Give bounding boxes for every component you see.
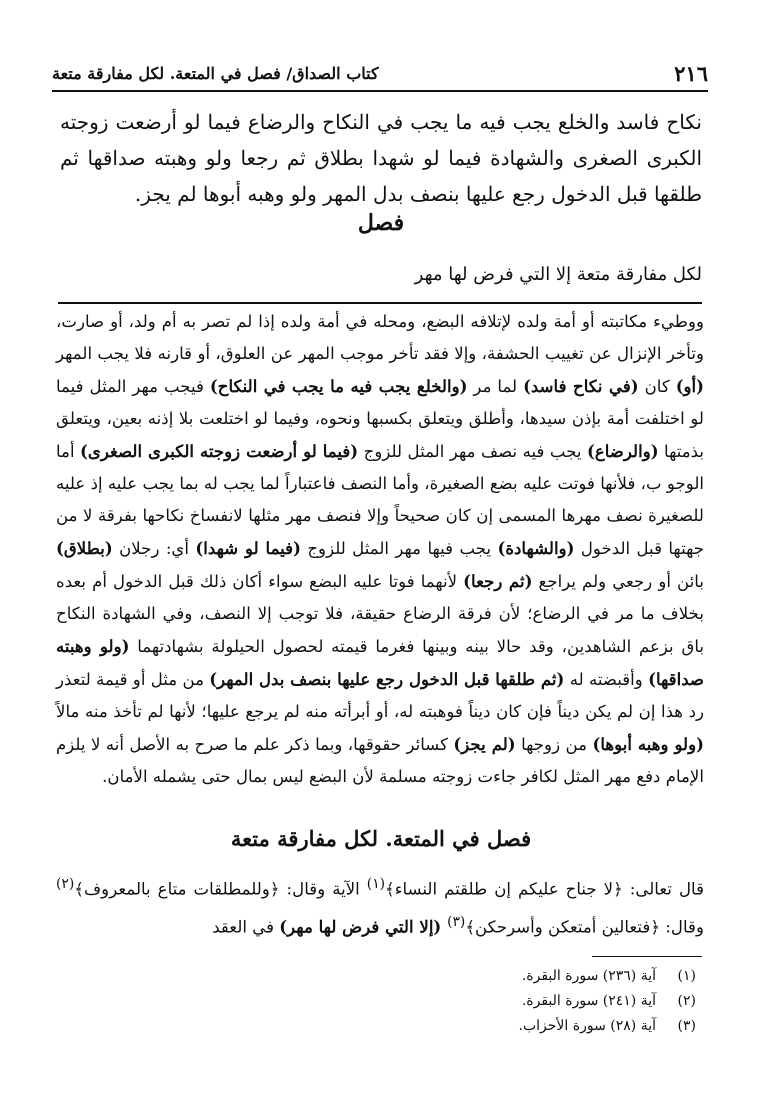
commentary-text: فيجب مهر المثل فيما لو اختلفت أمة بإذن سيدها، وأطلق ويتعلق بكسبها ونحوه، وفيما لو اختلعت بلا إذنه بعين، ويتعلق بذمتها — [56, 377, 704, 461]
commentary-text: لأنهما فوتا عليه البضع سواء أكان ذلك قبل الدخول أم بعده بخلاف ما مر في الرضاع؛ لأن فرقة الرضاع حقيقة، فلا توجب إلا النصف، وفي الشهادة النكاح باق بزعم الشاهدين، وقد حالا بينه وبينها فغرما قيمته لحصول الحيلولة بشهادتهما — [56, 572, 704, 656]
quran-quote: الآية وقال: ﴿وللمطلقات متاع بالمعروف﴾ — [74, 879, 367, 899]
footnote-separator — [592, 956, 702, 957]
quran-paragraph — [56, 868, 704, 943]
commentary-quote: (ولو وهبته صداقها) — [56, 636, 704, 689]
footnote-number: (٣) — [677, 1018, 696, 1034]
footnote-number: (٢) — [677, 993, 696, 1009]
commentary-quote: (ثم طلقها قبل الدخول رجع عليها بنصف بدل المهر) — [209, 669, 565, 689]
footnote — [519, 964, 696, 989]
section-heading: فصل في المتعة. لكل مفارقة متعة — [230, 826, 532, 851]
commentary-text: وأقبضته له — [564, 670, 649, 689]
commentary-text: كان — [638, 377, 676, 396]
page-header — [52, 56, 708, 92]
matn-paragraph: نكاح فاسد والخلع يجب فيه ما يجب في النكاح والرضاع فيما لو أرضعت زوجته الكبرى الصغرى والشهادة فيما لو شهدا بطلاق ثم رجعا ولو وهبته صداقها ثم طلقها قبل الدخول رجع عليها بنصف بدل المهر ولو وهبه أبوها لم يجز. — [60, 110, 702, 206]
footnote-text: آية (٢٤١) سورة البقرة. — [521, 993, 656, 1009]
commentary-quote: (والشهادة) — [497, 538, 575, 558]
matn-quote: (إلا التي فرض لها مهر) — [279, 916, 448, 937]
commentary-text: ووطيء مكاتبته أو أمة ولده لإتلافه البضع، ومحله في أمة ولده إذا لم تصر به أم ولد، أو صارت، وتأخر الإنزال عن تغييب الحشفة، وإلا فقد تأخر موجب المهر عن العلوق، أو قارنه فلا يجب المهر — [56, 312, 704, 363]
commentary-quote: (والرضاع) — [587, 441, 659, 461]
section-matn: لكل مفارقة متعة إلا التي فرض لها مهر — [414, 264, 702, 285]
commentary-text: يجب فيها مهر المثل للزوج — [300, 539, 498, 558]
commentary-quote: (والخلع يجب فيه ما يجب في النكاح) — [209, 376, 468, 396]
matn-sharh-separator — [58, 302, 702, 304]
commentary-text: بائن أو رجعي ولم يراجع — [532, 572, 704, 591]
footnotes — [519, 964, 696, 1039]
commentary-quote: (فيما لو شهدا) — [195, 538, 301, 558]
quran-quote: وقال: ﴿فتعالين أمتعكن وأسرحكن﴾ — [465, 917, 704, 937]
quran-quote: قال تعالى: ﴿لا جناح عليكم إن طلقتم النساء﴾ — [385, 879, 704, 899]
commentary-text: في العقد — [212, 917, 280, 937]
commentary-text: لما مر — [467, 377, 524, 396]
section-title: فصل — [357, 210, 405, 236]
commentary-text: أما الوجو ب، فلأنها فوتت عليه بضع الصغيرة، وأما النصف فاعتباراً لما يجب له بما يجب عليه إذ عليه للصغيرة نصف مهرها المسمى إن كان صحيحاً وإلا فنصف مهر مثلها لانفساخ نكاحها بفرقة لا من جهتها قبل الدخول — [56, 442, 704, 558]
commentary-text: من مثل أو قيمة لتعذر رد هذا إن لم يكن ديناً فإن كان ديناً فوهبته له، أو أبرأته منه لم يرجع عليها؛ لأنها لم تأخذ منه مالاً — [56, 670, 704, 721]
footnote — [519, 1014, 696, 1039]
commentary-quote: (ثم رجعا) — [463, 571, 533, 591]
commentary-quote: (بطلاق) — [56, 538, 113, 558]
footnote-text: آية (٢٨) سورة الأحزاب. — [518, 1018, 656, 1034]
commentary-text: كسائر حقوقها، وبما ذكر علم ما صرح به الأصل أنه لا يلزم الإمام دفع مهر المثل لكافر جاءت زوجته مسلمة لأن البضع ليس بمال حتى يشمله الأمان. — [56, 735, 704, 786]
footnote-number: (١) — [677, 968, 696, 984]
footnote-ref: (٣) — [447, 913, 466, 930]
footnote — [519, 989, 696, 1014]
commentary-quote: (في نكاح فاسد) — [523, 376, 639, 396]
commentary-text: من زوجها — [515, 735, 593, 754]
running-title: كتاب الصداق/ فصل في المتعة. لكل مفارقة متعة — [52, 63, 379, 83]
footnote-ref: (٢) — [56, 876, 75, 892]
commentary-text: أي: رجلان — [112, 539, 196, 558]
page-number: ٢١٦ — [674, 60, 708, 86]
commentary-paragraph — [56, 306, 704, 793]
commentary-quote: (أو) — [675, 376, 705, 396]
commentary-quote: (ولو وهبه أبوها) — [592, 734, 704, 754]
commentary-text: يجب فيه نصف مهر المثل للزوج — [358, 442, 587, 461]
commentary-quote: (لم يجز) — [453, 734, 516, 754]
commentary-quote: (فيما لو أرضعت زوجته الكبرى الصغرى) — [80, 441, 359, 461]
footnote-ref: (١) — [366, 876, 386, 892]
footnote-text: آية (٢٣٦) سورة البقرة. — [521, 968, 656, 984]
